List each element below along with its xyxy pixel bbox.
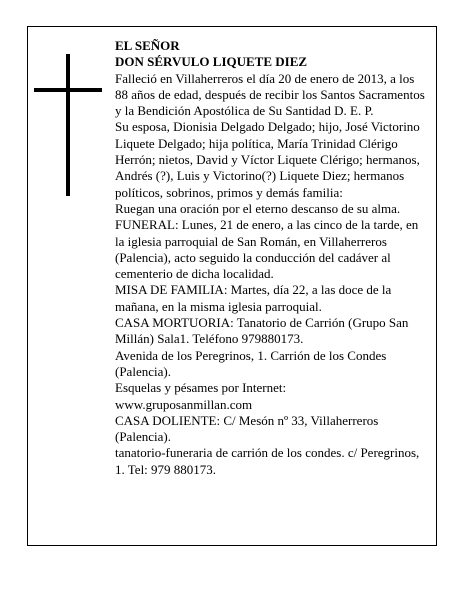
- prayer-request: Ruegan una oración por el eterno descanso de su alma.: [115, 200, 401, 216]
- notice-heading-title: EL SEÑOR: [115, 38, 180, 53]
- cross-horizontal-bar: [34, 88, 102, 92]
- deceased-name: DON SÉRVULO LIQUETE DIEZ: [115, 54, 308, 70]
- cross-icon: [34, 54, 102, 196]
- funeral-details: FUNERAL: Lunes, 21 de enero, a las cinco de la tarde, en la iglesia parroquial de San Román, en Villaherreros (Palencia), acto seguido la conducción del cadáver al cementerio de dicha localidad.: [115, 217, 419, 282]
- death-announcement: Falleció en Villaherreros el día 20 de enero de 2013, a los 88 años de edad, después de recibir los Santos Sacramentos y la Bendición Apostólica de Su Santidad D. E. P.: [115, 70, 425, 119]
- obituary-text: [115, 38, 425, 478]
- website-url: www.gruposanmillan.com: [115, 396, 253, 412]
- family-mass-details: MISA DE FAMILIA: Martes, día 22, a las doce de la mañana, en la misma iglesia parroquial.: [115, 282, 392, 314]
- family-list: Su esposa, Dionisia Delgado Delgado; hijo, José Victorino Liquete Delgado; hija política, María Trinidad Clérigo Herrón; nietos, David y Víctor Liquete Clérigo; hermanos, Andrés (?), Luis y Victorino(?) Liquete Diez; hermanos políticos, sobrinos, primos y demás familia:: [115, 119, 420, 200]
- funeral-home-details: CASA MORTUORIA: Tanatorio de Carrión (Grupo San Millán) Sala1. Teléfono 979880173.: [115, 315, 409, 347]
- family-home-address: CASA DOLIENTE: C/ Mesón nº 33, Villaherreros (Palencia).: [115, 412, 379, 445]
- cross-vertical-bar: [66, 54, 70, 196]
- online-condolences-label: Esquelas y pésames por Internet:: [115, 380, 287, 396]
- funeral-home-address: Avenida de los Peregrinos, 1. Carrión de los Condes (Palencia).: [115, 347, 387, 379]
- funeral-home-contact: tanatorio-funeraria de carrión de los condes. c/ Peregrinos, 1. Tel: 979 880173.: [115, 445, 420, 477]
